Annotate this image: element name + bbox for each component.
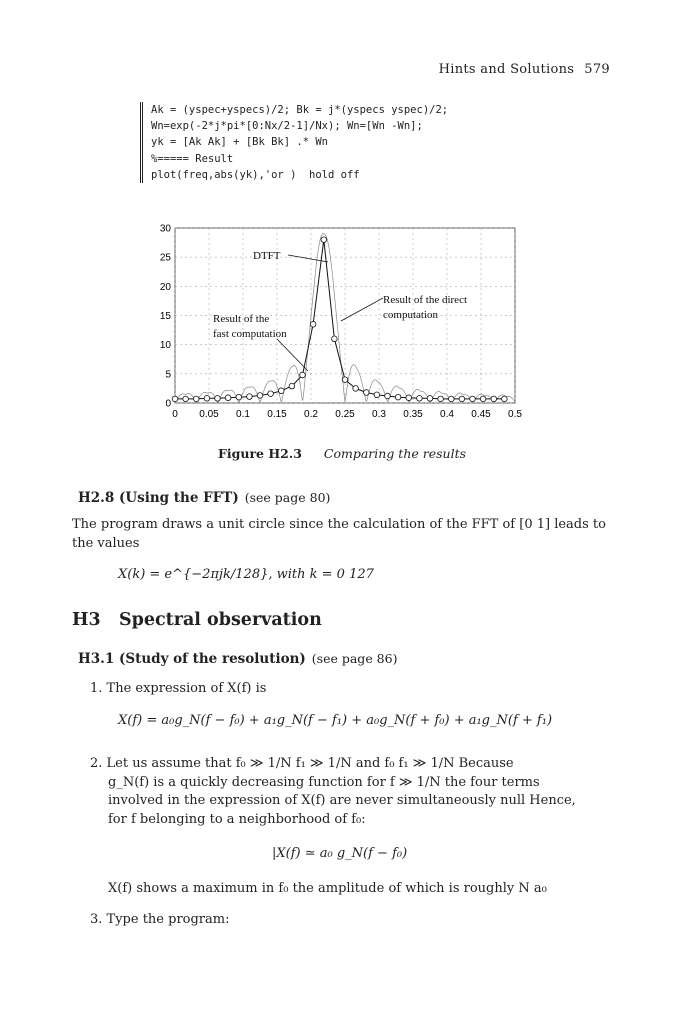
page-number: 579: [584, 62, 610, 77]
code-line: Ak = (yspec+yspecs)/2; Bk = j*(yspecs yspec)/2;: [151, 104, 449, 116]
code-line: Wn=exp(-2*j*pi*[0:Nx/2-1]/Nx); Wn=[Wn -Wn];: [151, 120, 423, 133]
x-tick-label: 0.3: [372, 409, 386, 420]
data-point: [247, 394, 253, 400]
y-tick-label: 20: [159, 281, 171, 293]
data-point: [342, 377, 348, 383]
annotation-fast: Result of the: [213, 313, 270, 325]
arrow-direct: [341, 298, 383, 321]
page-reference: (see page 80): [244, 490, 331, 505]
data-point: [406, 395, 412, 401]
maximum-statement: X(f) shows a maximum in f₀ the amplitude of which is roughly N a₀: [108, 881, 547, 896]
data-point: [215, 396, 221, 402]
data-point: [172, 396, 178, 402]
list-item-2-line: for f belonging to a neighborhood of f₀:: [108, 811, 366, 827]
list-item-2-line: involved in the expression of X(f) are never simultaneously null Hence,: [108, 793, 576, 808]
section-h3-number: H3: [72, 610, 101, 630]
list-item-1: 1. The expression of X(f) is: [90, 681, 267, 696]
x-tick-label: 0.2: [304, 409, 318, 420]
data-point: [470, 396, 476, 402]
data-point: [417, 396, 423, 402]
x-tick-label: 0.35: [403, 409, 423, 420]
chart: [150, 222, 530, 432]
section-h31-title: H3.1 (Study of the resolution): [78, 651, 306, 667]
data-point: [193, 396, 199, 402]
data-point: [448, 396, 454, 402]
data-point: [438, 396, 444, 402]
code-line: %===== Result: [151, 152, 234, 165]
x-tick-label: 0: [172, 409, 178, 420]
data-point: [183, 396, 189, 402]
data-point: [459, 396, 465, 402]
x-tick-label: 0.5: [508, 409, 522, 420]
code-line: plot(freq,abs(yk),'or ) hold off: [151, 168, 360, 181]
section-heading: [78, 490, 618, 506]
section-h28-title: H2.8 (Using the FFT): [78, 490, 239, 506]
x-tick-label: 0.1: [236, 409, 250, 420]
data-point: [395, 394, 401, 400]
figure-caption-text: Comparing the results: [323, 446, 467, 461]
page-reference: (see page 86): [311, 651, 398, 666]
x-tick-label: 0.05: [199, 409, 219, 420]
section-h31-heading: [78, 651, 397, 667]
data-point: [385, 393, 391, 399]
data-point: [300, 372, 306, 378]
x-tick-label: 0.4: [440, 409, 454, 420]
section-h28-text: The program draws a unit circle since the calculation of the FFT of [0 1] leads to the values: [72, 517, 606, 551]
list-item-2: [90, 755, 612, 829]
figure-caption: [218, 446, 466, 461]
y-tick-label: 5: [165, 369, 171, 381]
y-tick-label: 0: [165, 398, 171, 410]
y-tick-label: 30: [159, 223, 171, 235]
annotation-fast: fast computation: [213, 328, 287, 340]
equation-x-k-text: X(k) = e^{−2πjk/128}, with k = 0 127: [118, 567, 374, 582]
code-line: yk = [Ak Ak] + [Bk Bk] .* Wn: [151, 136, 329, 149]
data-point: [480, 396, 486, 402]
section-h3-title: Spectral observation: [119, 610, 322, 630]
y-tick-label: 15: [159, 311, 171, 322]
list-item-2-line: 2. Let us assume that f₀ ≫ 1/N f₁ ≫ 1/N and f₀ f₁ ≫ 1/N Because: [90, 756, 514, 771]
running-header: [439, 62, 610, 77]
equation-x-k: [118, 567, 374, 582]
data-point: [225, 395, 231, 401]
data-point: [427, 396, 433, 402]
data-point: [491, 396, 497, 402]
header-title: Hints and Solutions: [438, 62, 575, 77]
data-point: [353, 386, 359, 392]
equation-approx: |X(f) ≃ a₀ g_N(f − f₀): [272, 846, 408, 861]
x-tick-label: 0.15: [267, 409, 287, 420]
equation-x-f: X(f) = a₀g_N(f − f₀) + a₁g_N(f − f₁) + a₀g_N(f + f₀) + a₁g_N(f + f₁): [118, 713, 553, 728]
list-item-2-line: g_N(f) is a quickly decreasing function for f ≫ 1/N the four terms: [108, 774, 540, 790]
y-tick-label: 10: [159, 340, 171, 352]
y-tick-label: 25: [159, 252, 171, 264]
x-tick-label: 0.45: [471, 409, 491, 420]
data-point: [363, 390, 369, 396]
figure-label: Figure H2.3: [218, 446, 302, 461]
data-point: [502, 396, 508, 402]
section-h3-heading: [72, 610, 322, 630]
annotation-dtft: DTFT: [253, 250, 281, 262]
data-point: [332, 336, 338, 342]
data-point: [374, 392, 380, 398]
data-point: [321, 237, 327, 243]
data-point: [278, 388, 284, 394]
code-block: [140, 102, 571, 183]
annotation-direct: computation: [383, 309, 438, 321]
annotation-direct: Result of the direct: [383, 294, 468, 306]
section-h28: [78, 490, 618, 506]
data-point: [236, 394, 242, 400]
list-item-3: 3. Type the program:: [90, 912, 230, 927]
data-point: [257, 393, 263, 399]
data-point: [310, 321, 316, 327]
data-point: [289, 383, 295, 389]
data-point: [268, 391, 274, 397]
x-tick-label: 0.25: [335, 409, 355, 420]
data-point: [204, 396, 210, 402]
